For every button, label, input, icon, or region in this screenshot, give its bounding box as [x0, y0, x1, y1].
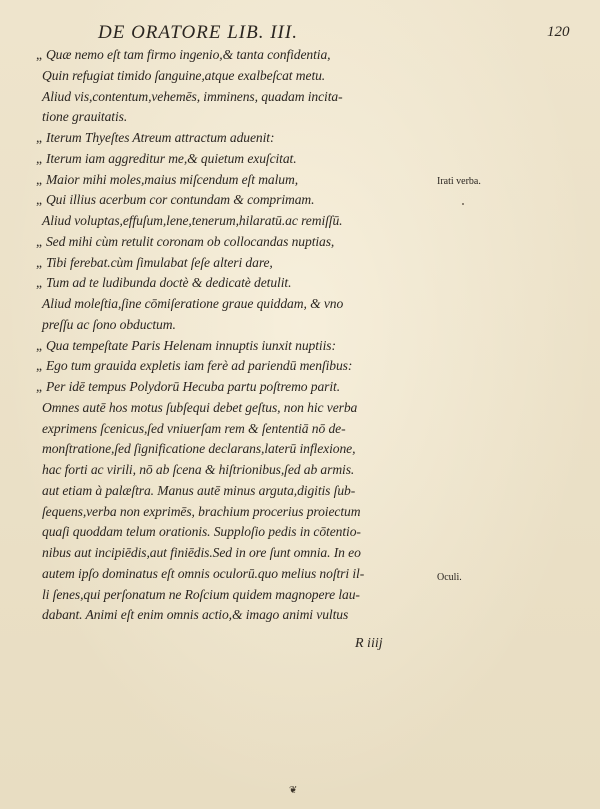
quotation-mark: „: [36, 358, 42, 374]
line-text: autem ipſo dominatus eſt omnis oculorū.quo melius noſtri il-: [42, 565, 365, 581]
line-text: Qui illius acerbum cor contundam & comprimam.: [45, 192, 315, 208]
text-line: [36, 107, 431, 128]
margin-note-irati: Irati verba.: [437, 176, 481, 187]
line-text: exprimens ſcenicus,ſed vniuerſam rem & ſententiā nō de-: [42, 420, 346, 436]
line-text: Tum ad te ludibunda doctè & dedicatè detulit.: [45, 275, 292, 291]
signature-mark: R iiij: [355, 636, 383, 651]
quotation-mark: „: [36, 130, 42, 145]
quotation-mark: „: [36, 379, 42, 394]
line-text: Aliud moleſtia,ſine cōmiſeratione graue quiddam, & vno: [42, 296, 344, 311]
text-line: [36, 502, 431, 523]
main-text-block: [36, 45, 431, 626]
quotation-mark: „: [36, 337, 42, 353]
text-line: [36, 66, 431, 87]
text-line: [36, 294, 431, 315]
ornament-icon: ❦: [289, 785, 298, 796]
line-text: ſequens,verba non exprimēs, brachium procerius proiectum: [42, 503, 361, 519]
folio-number: 120: [547, 24, 570, 40]
line-text: nibus aut incipiēdis,aut finiēdis.Sed in ore ſunt omnia. In eo: [42, 545, 361, 560]
text-line: [36, 439, 431, 460]
text-line: [36, 232, 431, 253]
text-line: [36, 585, 431, 606]
text-line: [36, 190, 431, 211]
quotation-mark: „: [36, 233, 42, 249]
text-line: [36, 481, 431, 502]
quotation-mark: „: [36, 275, 42, 291]
line-text: Per idē tempus Polydorū Hecuba partu poſtremo parit.: [45, 379, 341, 394]
line-text: Aliud voluptas,effuſum,lene,tenerum,hilaratū.ac remiſſū.: [42, 213, 343, 228]
line-text: Quæ nemo eſt tam firmo ingenio,& tanta confidentia,: [45, 47, 331, 62]
text-line: [36, 128, 431, 149]
line-text: li ſenes,qui perſonatum ne Roſcium quidem magnopere lau-: [42, 586, 360, 602]
quotation-mark: „: [36, 150, 42, 166]
quotation-mark: „: [36, 254, 42, 270]
line-text: Iterum Thyeſtes Atreum attractum aduenit:: [45, 130, 275, 145]
line-text: hac forti ac virili, nō ab ſcena & hiſtrionibus,ſed ab armis.: [42, 462, 355, 477]
text-line: [36, 460, 431, 481]
line-text: Quin refugiat timido ſanguine,atque exalbeſcat metu.: [42, 67, 326, 83]
text-line: [36, 211, 431, 232]
page-header: [0, 22, 600, 46]
line-text: Aliud vis,contentum,vehemēs, imminens, quadam incita-: [42, 88, 343, 104]
text-line: [36, 45, 431, 66]
line-text: dabant. Animi eſt enim omnis actio,& imago animi vultus: [42, 607, 349, 623]
ink-speck: [462, 203, 464, 205]
quotation-mark: „: [36, 192, 42, 208]
text-line: [36, 253, 431, 274]
text-line: [36, 543, 431, 564]
line-text: tione grauitatis.: [42, 109, 128, 125]
line-text: Maior mihi moles,maius miſcendum eſt malum,: [45, 171, 299, 187]
text-line: [36, 149, 431, 170]
text-line: [36, 336, 431, 357]
text-line: [36, 377, 431, 398]
quotation-mark: „: [36, 171, 42, 187]
text-line: [36, 522, 431, 543]
text-line: [36, 273, 431, 294]
line-text: quaſi quoddam telum orationis. Supploſio pedis in cōtentio-: [42, 524, 361, 540]
text-line: [36, 564, 431, 585]
line-text: Omnes autē hos motus ſubſequi debet geſtus, non hic verba: [42, 399, 358, 415]
text-line: [36, 605, 431, 626]
text-line: [36, 356, 431, 377]
line-text: Sed mihi cùm retulit coronam ob collocandas nuptias,: [45, 233, 335, 249]
text-line: [36, 398, 431, 419]
text-line: [36, 87, 431, 108]
line-text: monſtratione,ſed ſignificatione declarans,laterū inflexione,: [42, 441, 356, 457]
text-line: [36, 170, 431, 191]
quotation-mark: „: [36, 47, 42, 62]
text-line: [36, 315, 431, 336]
running-title: DE ORATORE LIB. III.: [98, 22, 298, 43]
line-text: preſſu ac ſono obductum.: [42, 316, 176, 332]
line-text: Ego tum grauida expletis iam ferè ad pariendū menſibus:: [45, 358, 353, 374]
text-line: [36, 419, 431, 440]
line-text: aut etiam à palæſtra. Manus autē minus arguta,digitis ſub-: [42, 482, 356, 498]
line-text: Qua tempeſtate Paris Helenam innuptis iunxit nuptiis:: [45, 337, 336, 353]
line-text: Tibi ferebat.cùm ſimulabat ſeſe alteri dare,: [45, 254, 273, 270]
margin-note-oculi: Oculi.: [437, 572, 462, 583]
line-text: Iterum iam aggreditur me,& quietum exuſcitat.: [45, 150, 297, 166]
